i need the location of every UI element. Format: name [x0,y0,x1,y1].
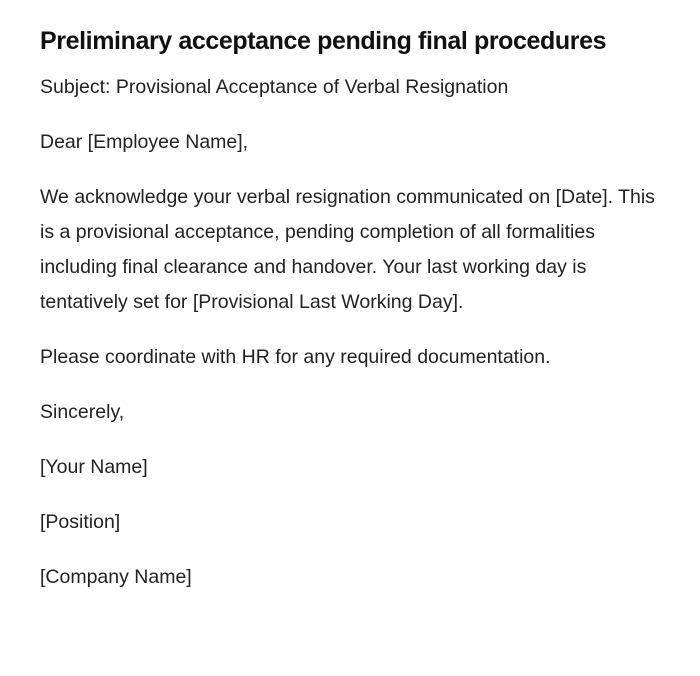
company-name: [Company Name] [40,566,192,588]
page-title: Preliminary acceptance pending final procedures [40,27,607,55]
signer-position: [Position] [40,511,121,533]
body-paragraph-2: Please coordinate with HR for any required documentation. [40,346,551,368]
greeting: Dear [Employee Name], [40,131,249,153]
subject-line: Subject: Provisional Acceptance of Verbal Resignation [40,76,509,98]
signer-name: [Your Name] [40,456,148,478]
closing: Sincerely, [40,401,125,423]
body-paragraph: We acknowledge your verbal resignation communicated on [Date]. This is a provisional acceptance, pending completion of all formalities including final clearance and handover. Your last working day is tentatively set for [Provisional Last Working Day]. [40,186,655,313]
